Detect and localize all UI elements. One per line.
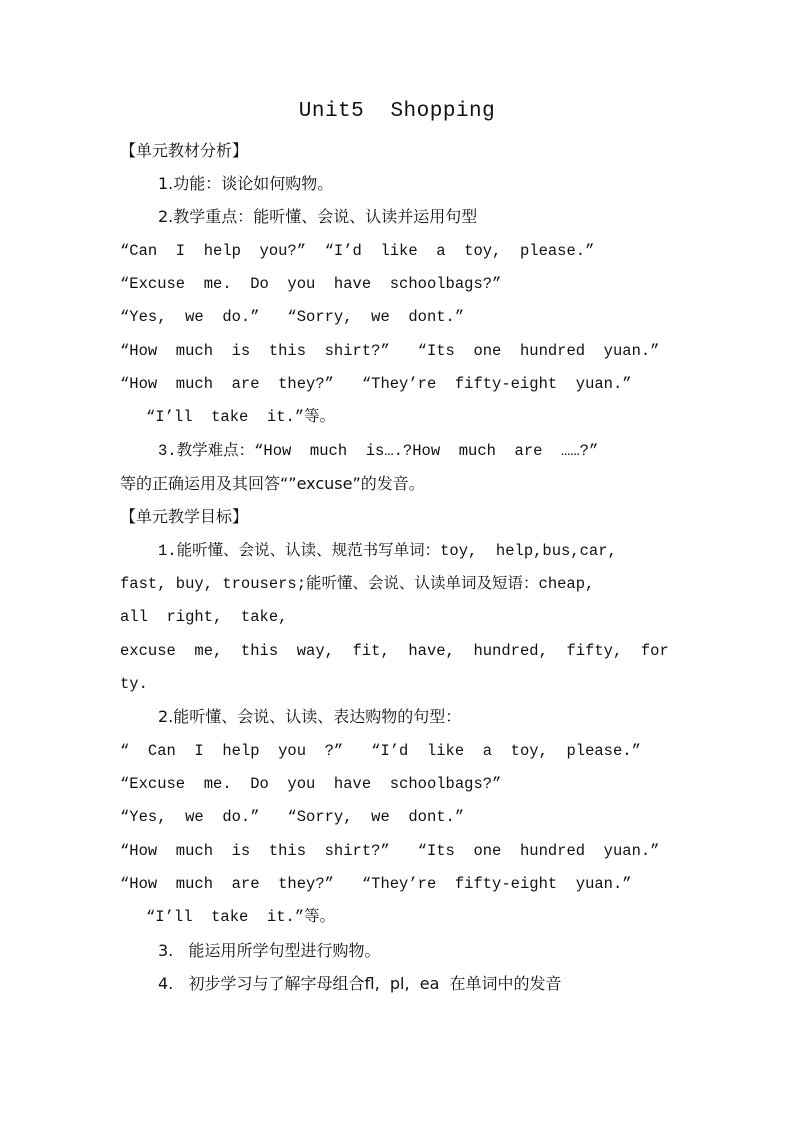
sentence-line: “I’ll take it.”等。 — [146, 408, 336, 426]
analysis-item-3-continued: 等的正确运用及其回答“”excuse”的发音。 — [120, 474, 425, 493]
page-title: Unit5 Shopping — [298, 100, 496, 123]
goal-item-1: 1.能听懂、会说、认读、规范书写单词：toy, help,bus,car, — [158, 542, 617, 560]
sentence-line: “Excuse me. Do you have schoolbags?” — [120, 775, 502, 793]
sentence-line: “ Can I help you ?” “I’d like a toy, please.” — [120, 742, 641, 760]
goal-item-4: 4. 初步学习与了解字母组合fl, pl, ea 在单词中的发音 — [158, 974, 562, 993]
goal-item-2: 2.能听懂、会说、认读、表达购物的句型： — [158, 707, 462, 726]
sentence-line: “How much is this shirt?” “Its one hundred yuan.” — [120, 342, 660, 360]
sentence-line: “Yes, we do.” “Sorry, we dont.” — [120, 808, 465, 826]
goal-item-1-continued: all right, take, — [120, 608, 288, 626]
sentence-line: “Yes, we do.” “Sorry, we dont.” — [120, 308, 465, 326]
section-heading-analysis: 【单元教材分析】 — [120, 141, 249, 160]
sentence-line: “Can I help you?” “I’d like a toy, please.” — [120, 242, 595, 260]
section-heading-goals: 【单元教学目标】 — [120, 507, 249, 526]
sentence-line: “Excuse me. Do you have schoolbags?” — [120, 275, 502, 293]
goal-item-1-continued: ty. — [120, 675, 148, 693]
sentence-line: “How much are they?” “They’re fifty-eight yuan.” — [120, 875, 632, 893]
sentence-line: “I’ll take it.”等。 — [146, 908, 336, 926]
goal-item-1-continued: excuse me, this way, fit, have, hundred, fifty, for — [120, 642, 669, 660]
goal-item-3: 3. 能运用所学句型进行购物。 — [158, 941, 381, 960]
analysis-item-2: 2.教学重点：能听懂、会说、认读并运用句型 — [158, 207, 478, 226]
analysis-item-3: 3.教学难点：“How much is….?How much are ……?” — [158, 442, 599, 460]
analysis-item-1: 1.功能：谈论如何购物。 — [158, 174, 334, 193]
goal-item-1-continued: fast, buy, trousers;能听懂、会说、认读单词及短语：cheap, — [120, 575, 595, 593]
sentence-line: “How much is this shirt?” “Its one hundred yuan.” — [120, 842, 660, 860]
sentence-line: “How much are they?” “They’re fifty-eight yuan.” — [120, 375, 632, 393]
